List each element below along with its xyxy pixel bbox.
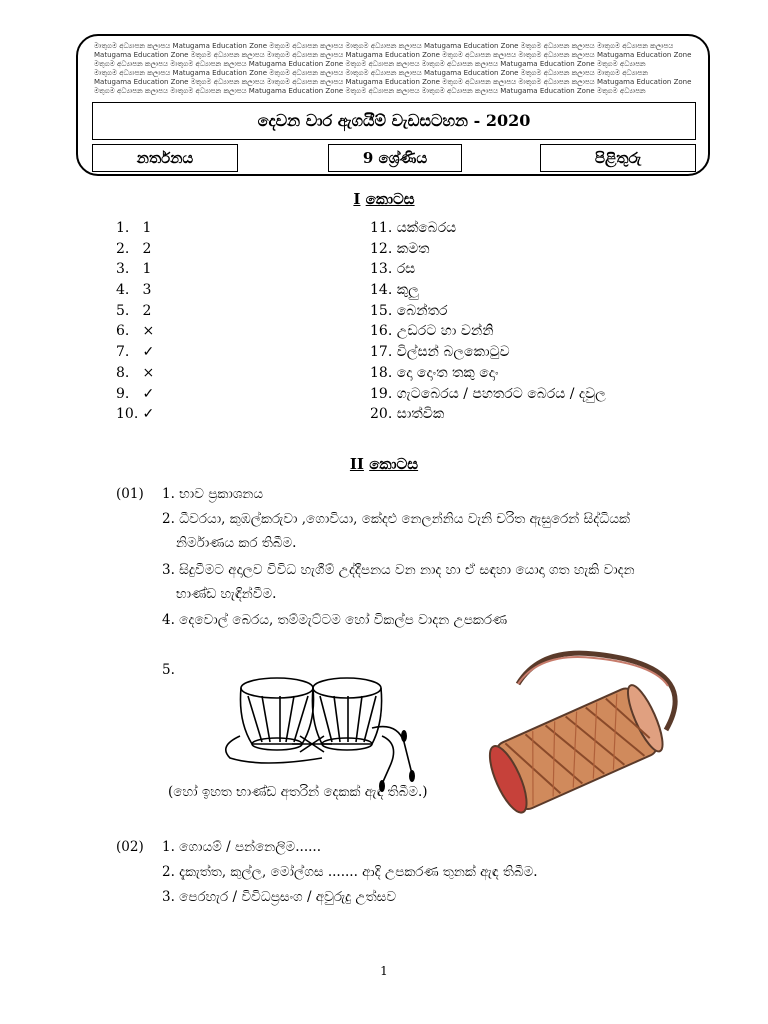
watermark-line: මාතුගම අධ්‍යාපන කලාපය Matugama Education Zone මතුගම අධ්‍යාපන කලාපය මාතුගම අධ්‍යාපන කලාපය Matugama Education Zone මතුගම අධ්‍යාපන කලාපය මාතුගම අධ්‍යාපන — [94, 69, 648, 77]
watermark-line: මතුගම අධ්‍යාපන කලාපය මාතුගම අධ්‍යාපන කලාපය Matugama Education Zone මතුගම අධ්‍යාපන කලාපය මාතුගම අධ්‍යාපන කලාපය Matugama Education Zone මතුගම අධ්‍යාපන — [94, 87, 646, 95]
list-item: 17. විල්සන් බලකොටුව — [370, 344, 510, 361]
section-1-right-column — [370, 218, 606, 425]
section-2-heading — [0, 455, 768, 473]
list-item: 20. සාත්වික — [370, 406, 445, 423]
section-1-word: කොටස — [365, 190, 415, 208]
list-item: 1. 1 — [116, 220, 152, 236]
question-2-label: (02) — [116, 839, 144, 855]
question-2-answer-2: 2. දැකැත්ත, කුල්ල, මෝල්ගස ....... ආදි උපකරණ තුනක් ඇඳ තිබීම. — [162, 864, 538, 880]
question-1-answer-4: 4. දෙවොල් බෙරය, තම්මැට්ටම හෝ විකල්ප වාදන උපකරණ — [162, 612, 508, 628]
question-1-label: (01) — [116, 486, 144, 502]
header-frame — [76, 34, 710, 176]
image-caption: (හෝ ඉහත භාණ්ඩ අතරින් දෙකක් ඇඳ තිබීම.) — [168, 784, 428, 800]
subject-cell: නර්තනය — [92, 144, 238, 172]
answers-label-cell: පිළිතුරු — [540, 144, 696, 172]
section-1-heading — [0, 190, 768, 208]
question-1-answer-3: 3. සිදුවීමට අදාලව විවිධ හැගීම් උද්දීපනය වන නාද හා ඒ සඳහා යොදා ගත හැකි වාදන — [162, 562, 635, 578]
list-item: 7. ✓ — [116, 344, 155, 361]
list-item: 9. ✓ — [116, 385, 155, 402]
list-item: 3. 1 — [116, 261, 152, 278]
list-item: 14. කුලු — [370, 282, 419, 299]
list-item: 10. ✓ — [116, 406, 155, 423]
question-2-answer-1: 1. ගොයම් / පන්නෙලිම...... — [162, 839, 322, 855]
question-2-answer-3: 3. පෙරහැර / විවිධප්‍රසංග / අවුරුදු උත්සව — [162, 889, 397, 905]
section-2-word: කොටස — [369, 455, 419, 473]
list-item: 15. බෙන්තර — [370, 302, 448, 319]
watermark-line: මතුගම අධ්‍යාපන කලාපය මාතුගම අධ්‍යාපන කලාපය Matugama Education Zone මතුගම අධ්‍යාපන කලාපය මාතුගම අධ්‍යාපන කලාපය Matugama Education Zone මතුගම අධ්‍යාපන — [94, 60, 646, 68]
exam-title: දෙවන වාර ඇගයීම් වැඩසටහන - 2020 — [92, 102, 696, 140]
watermark-line: මාතුගම අධ්‍යාපන කලාපය Matugama Education Zone මතුගම අධ්‍යාපන කලාපය මාතුගම අධ්‍යාපන කලාපය Matugama Education Zone මතුගම අධ්‍යාපන කලාපය මාතුගම අධ්‍යාපන කලාපය — [94, 42, 674, 50]
list-item: 6. × — [116, 323, 155, 340]
list-item: 4. 3 — [116, 282, 152, 299]
list-item: 11. යක්බෙරය — [370, 220, 457, 236]
question-1-answer-5: 5. — [162, 662, 175, 678]
list-item: 5. 2 — [116, 302, 152, 319]
question-1-answer-3-cont: භාණ්ඩ හැඳින්වීම. — [176, 586, 277, 602]
tammattama-drum-image — [222, 666, 432, 796]
watermark-line: Matugama Education Zone මතුගම අධ්‍යාපන කලාපය මාතුගම අධ්‍යාපන කලාපය Matugama Education Zone මතුගම අධ්‍යාපන කලාපය මාතුගම අධ්‍යාපන කලාපය Matugama Education Zone — [94, 51, 692, 59]
list-item: 8. × — [116, 364, 155, 381]
list-item: 2. 2 — [116, 240, 152, 257]
question-1-answer-1: 1. භාව ප්‍රකාශනය — [162, 486, 264, 502]
section-2-number: II — [349, 455, 364, 473]
section-1-left-column — [116, 218, 154, 425]
watermark-text — [94, 42, 694, 98]
list-item: 16. උඩරට හා වන්නි — [370, 323, 494, 340]
davula-drum-image — [444, 640, 706, 822]
section-1-number: I — [353, 190, 361, 208]
list-item: 19. ගැටබෙරය / පහතරට බෙරය / දවුල — [370, 385, 606, 402]
page-number: 1 — [380, 964, 388, 978]
grade-cell: 9 ශ්‍රේණිය — [328, 144, 462, 172]
list-item: 13. රස — [370, 261, 416, 278]
question-1-answer-2: 2. ධීවරයා, කුඹල්කරුවා ,ගොවියා, කේදළු නෙලන්නිය වැනි චරිත ඇසුරෙන් සිද්ධියක් — [162, 511, 630, 527]
list-item: 18. දො දොංත තකු දොං — [370, 364, 499, 381]
watermark-line: Matugama Education Zone මතුගම අධ්‍යාපන කලාපය මාතුගම අධ්‍යාපන කලාපය Matugama Education Zone මතුගම අධ්‍යාපන කලාපය මාතුගම අධ්‍යාපන කලාපය Matugama Education Zone — [94, 78, 692, 86]
list-item: 12. කමත — [370, 240, 430, 257]
question-1-answer-2-cont: නිර්මාණය කර තිබීම. — [176, 535, 297, 551]
